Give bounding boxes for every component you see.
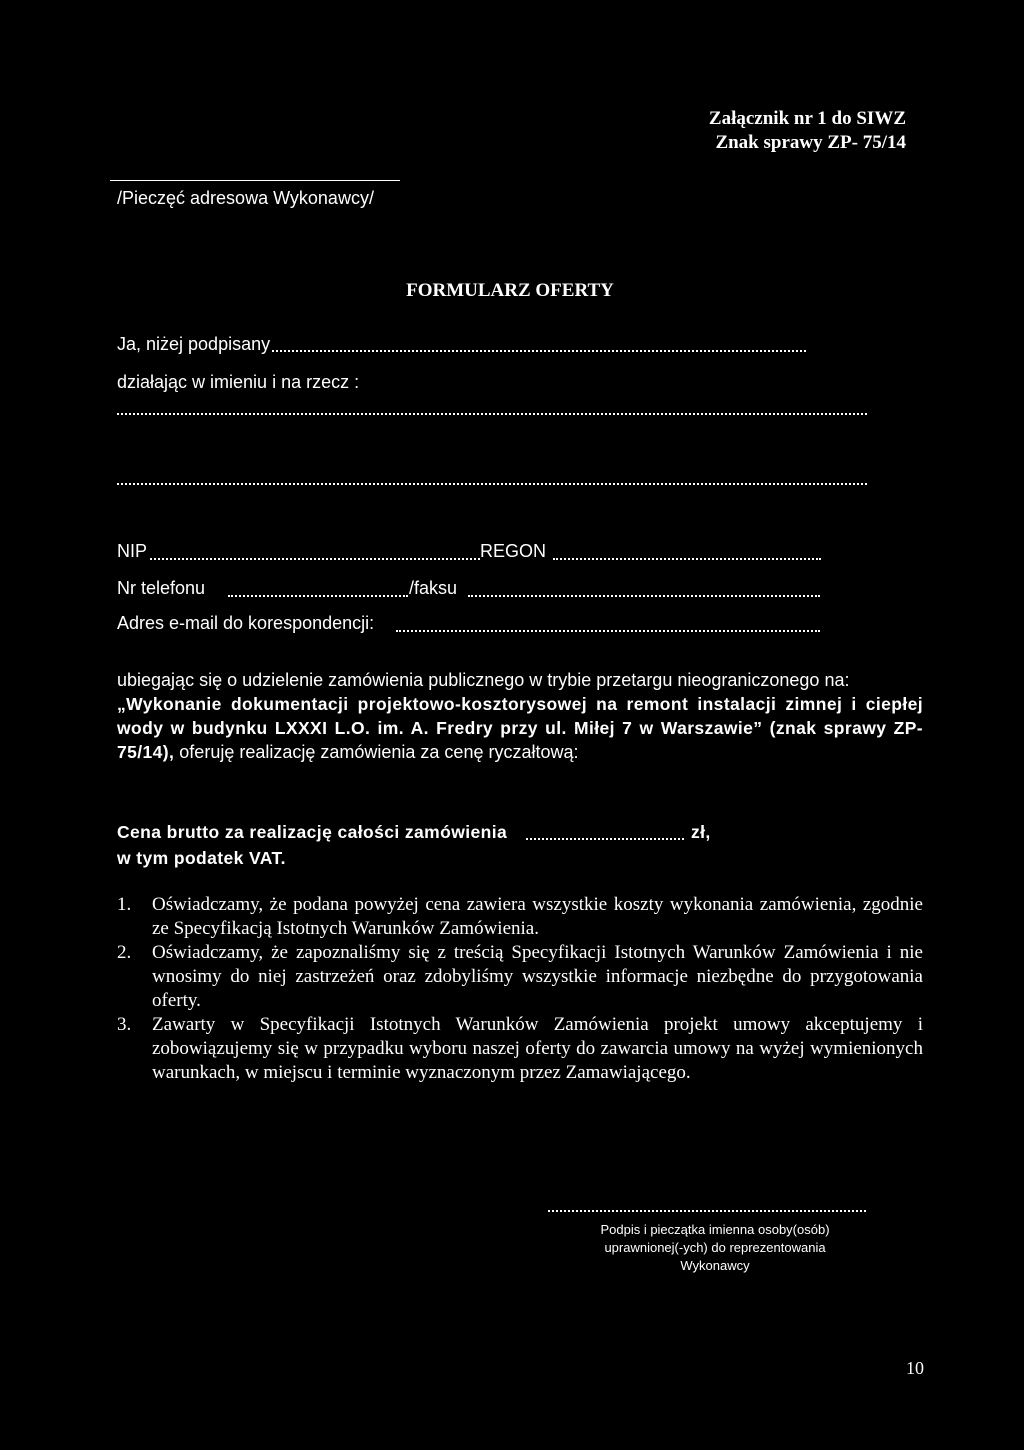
- list-item: [117, 893, 923, 941]
- fax-label: /faksu: [409, 578, 458, 598]
- fax-dotline[interactable]: [468, 593, 820, 597]
- phone-dotline[interactable]: [228, 593, 408, 597]
- statement-text: Oświadczamy, że zapoznaliśmy się z treścią Specyfikacji Istotnych Warunków Zamówienia i nie wnosimy do niej zastrzeżeń oraz zdobyliśmy wszystkie informacje niezbędne do przygotowania oferty.: [152, 942, 923, 1011]
- nip-dotline[interactable]: [150, 556, 480, 560]
- offer-paragraph: [117, 668, 923, 764]
- price-label: Cena brutto za realizację całości zamówienia: [117, 822, 508, 842]
- regon-label: REGON: [480, 541, 547, 561]
- form-title-text: FORMULARZ OFERTY: [406, 280, 614, 301]
- statement-number: 2.: [117, 942, 132, 963]
- company-dotline-1[interactable]: [117, 411, 867, 415]
- name-label: Ja, niżej podpisany: [117, 334, 271, 354]
- statement-number: 3.: [117, 1014, 132, 1035]
- regon-dotline[interactable]: [553, 556, 821, 560]
- stamp-label: /Pieczęć adresowa Wykonawcy/: [117, 188, 374, 208]
- acting-label: działając w imieniu i na rzecz :: [117, 372, 360, 392]
- price-currency: zł,: [691, 822, 711, 842]
- email-dotline[interactable]: [396, 628, 820, 632]
- company-dotline-2[interactable]: [117, 481, 867, 485]
- signature-dotline[interactable]: [548, 1208, 866, 1212]
- vat-note: w tym podatek VAT.: [117, 848, 286, 868]
- form-title: [0, 280, 1024, 302]
- statement-text: Oświadczamy, że podana powyżej cena zawiera wszystkie koszty wykonania zamówienia, zgodnie ze Specyfikacją Istotnych Warunków Zamówienia.: [152, 894, 923, 939]
- email-label: Adres e-mail do korespondencji:: [117, 613, 375, 633]
- offer-subject: „Wykonanie dokumentacji projektowo-kosztorysowej na remont instalacji zimnej i ciepłej wody w budynku LXXXI L.O. im. A. Fredry przy ul. Miłej 7 w Warszawie” (znak sprawy ZP- 75/14),: [117, 694, 923, 762]
- attachment-number: Załącznik nr 1 do SIWZ: [708, 108, 906, 129]
- list-item: [117, 941, 923, 1013]
- statements-list: [117, 893, 923, 1085]
- phone-label: Nr telefonu: [117, 578, 206, 598]
- signature-caption: [560, 1221, 870, 1275]
- list-item: [117, 1013, 923, 1085]
- case-number: Znak sprawy ZP- 75/14: [715, 132, 906, 153]
- offer-tail: oferuję realizację zamówienia za cenę ryczałtową:: [174, 742, 579, 762]
- signature-line-2: uprawnionej(-ych) do reprezentowania: [604, 1240, 826, 1255]
- offer-intro: ubiegając się o udzielenie zamówienia publicznego w trybie przetargu nieograniczonego na:: [117, 670, 850, 690]
- signature-line-3: Wykonawcy: [680, 1258, 750, 1273]
- nip-label: NIP: [117, 541, 148, 561]
- signature-line-1: Podpis i pieczątka imienna osoby(osób): [600, 1222, 830, 1237]
- stamp-line: [110, 180, 400, 181]
- statement-number: 1.: [117, 894, 132, 915]
- page-number: 10: [906, 1358, 924, 1378]
- statement-text: Zawarty w Specyfikacji Istotnych Warunków Zamówienia projekt umowy akceptujemy i zobowiązujemy się w przypadku wyboru naszej oferty do zawarcia umowy na wyżej wymienionych warunkach, w miejscu i terminie wyznaczonym przez Zamawiającego.: [152, 1014, 923, 1083]
- price-dotline[interactable]: [526, 836, 684, 840]
- name-dotline[interactable]: [272, 348, 806, 352]
